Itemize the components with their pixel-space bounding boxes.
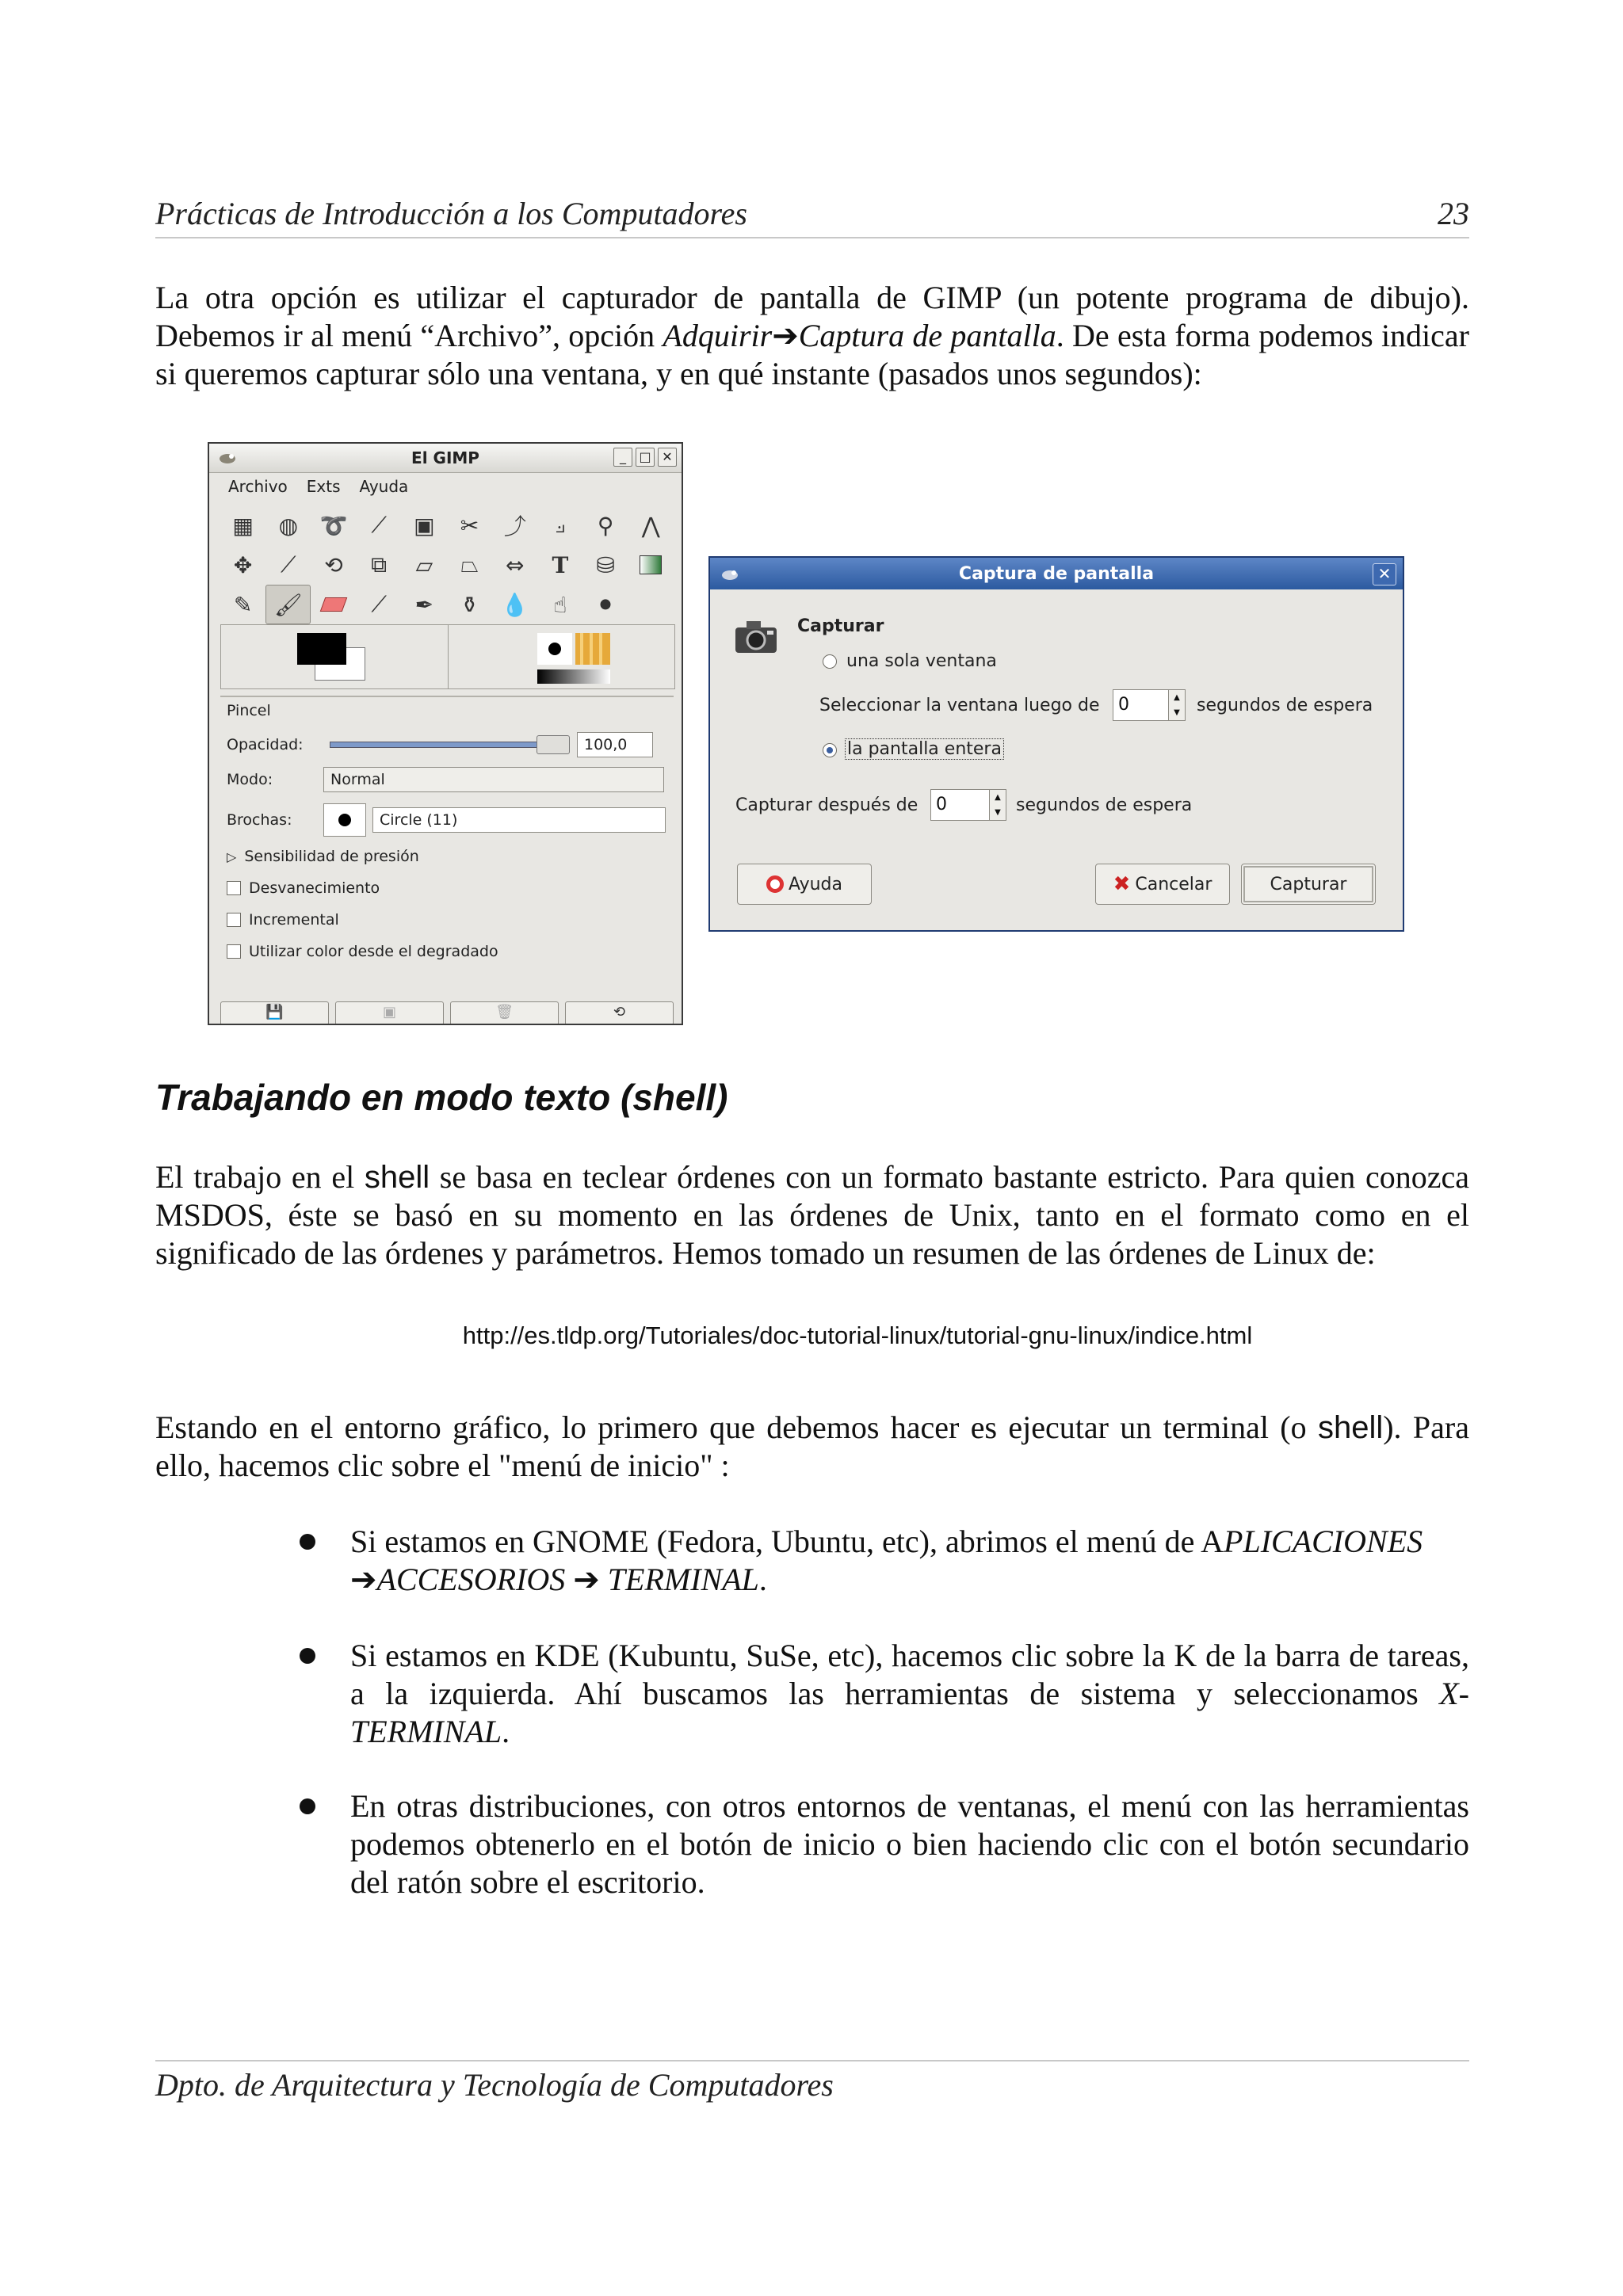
bucket-fill-tool-icon[interactable]: ⛁ — [596, 551, 615, 578]
intro-text-2: . De esta forma podemos indicar si queremos capturar sólo una ventana, y en qué instante (pasados unos segundos): — [155, 318, 1469, 391]
scale-tool-icon[interactable]: ⧉ — [371, 551, 388, 578]
ellipse-select-tool-icon[interactable]: ◍ — [278, 512, 298, 539]
help-lifebuoy-icon — [766, 875, 784, 893]
capture-delay-value[interactable]: 0 — [936, 795, 947, 814]
brushes-label: Brochas: — [227, 811, 292, 829]
eraser-tool-icon[interactable] — [311, 585, 356, 624]
capture-button-label[interactable]: Capturar — [1270, 874, 1347, 894]
clone-tool-icon[interactable]: ⚱ — [460, 591, 479, 618]
help-button-label[interactable]: Ayuda — [789, 874, 842, 894]
full-screen-label[interactable]: la pantalla entera — [845, 738, 1004, 760]
pressure-sensitivity-expander[interactable]: Sensibilidad de presión — [244, 848, 419, 865]
brush-preview-button[interactable] — [323, 803, 366, 837]
environment-paragraph — [155, 1409, 1469, 1485]
env-shell-term: shell — [1317, 1410, 1384, 1445]
move-tool-icon[interactable]: ✥ — [233, 551, 253, 578]
bullet-kde: Si estamos en KDE (Kubuntu, SuSe, etc), hacemos clic sobre la K de la barra de tareas, a la izquierda. Ahí buscamos las herramientas de sistema y seleccionamos X-TERMINAL. — [301, 1637, 1469, 1751]
path-tool-icon[interactable]: ⤴ — [503, 513, 526, 540]
mode-select[interactable]: Normal — [323, 767, 664, 792]
menu-archivo[interactable]: Archivo — [228, 477, 288, 496]
select-after-suffix: segundos de espera — [1197, 696, 1373, 715]
capture-delay-spinner[interactable] — [930, 789, 1006, 821]
foreground-color-swatch[interactable] — [297, 633, 346, 665]
cancel-button-label[interactable]: Cancelar — [1135, 874, 1212, 894]
ink-tool-icon[interactable]: ✒ — [414, 591, 434, 618]
text-tool-icon[interactable]: T — [552, 551, 569, 578]
brush-pattern-gradient[interactable] — [449, 625, 675, 688]
airbrush-tool-icon[interactable]: ⟋ — [371, 591, 387, 617]
color-picker-tool-icon[interactable]: ⟓ — [555, 512, 566, 538]
gnome-accesorios: ACCESORIOS — [376, 1562, 566, 1597]
maximize-button[interactable]: □ — [636, 448, 655, 467]
delete-options-icon[interactable]: 🗑 — [450, 1001, 559, 1025]
help-button[interactable] — [737, 864, 872, 905]
shell-term: shell — [364, 1160, 430, 1195]
select-after-label: Seleccionar la ventana luego de — [819, 696, 1100, 715]
blur-tool-icon[interactable]: 💧 — [501, 591, 529, 618]
mode-label: Modo: — [227, 771, 273, 788]
bullet-dot-icon — [300, 1534, 315, 1550]
spinner-arrows-icon[interactable]: ▲ ▼ — [1168, 690, 1185, 720]
rotate-tool-icon[interactable]: ⟲ — [324, 551, 343, 578]
empty-tool-slot — [628, 585, 674, 624]
brush-pattern-preview — [537, 633, 610, 684]
kde-xterminal: X-TERMINAL — [350, 1676, 1469, 1749]
flip-tool-icon[interactable]: ⇔ — [505, 551, 525, 578]
opacity-input[interactable]: 100,0 — [577, 732, 653, 757]
zoom-tool-icon[interactable]: ⚲ — [597, 512, 614, 539]
fade-label: Desvanecimiento — [249, 879, 380, 897]
page-number: 23 — [1438, 196, 1469, 231]
dialog-titlebar — [710, 558, 1403, 589]
arrow-icon: ➔ — [573, 1562, 600, 1597]
capture-after-suffix: segundos de espera — [1016, 795, 1193, 815]
incremental-checkbox[interactable] — [227, 913, 241, 927]
save-options-icon[interactable]: 💾 — [220, 1001, 329, 1025]
rect-select-tool-icon[interactable]: ▦ — [232, 512, 254, 539]
dialog-close-button[interactable]: ✕ — [1373, 563, 1396, 585]
gimp-window — [208, 442, 683, 1025]
opacity-slider-handle[interactable] — [537, 735, 570, 754]
reference-url: http://es.tldp.org/Tutoriales/doc-tutorial-linux/tutorial-gnu-linux/indice.html — [462, 1322, 1253, 1349]
gnome-text: Si estamos en GNOME (Fedora, Ubuntu, etc), abrimos el menú de A — [350, 1524, 1224, 1559]
minimize-button[interactable]: _ — [613, 448, 632, 467]
paintbrush-tool-icon[interactable]: 🖌 — [265, 585, 311, 624]
perspective-tool-icon[interactable]: ⏢ — [460, 551, 479, 578]
crop-tool-icon[interactable]: ⟋ — [280, 551, 296, 578]
opacity-label: Opacidad: — [227, 736, 304, 753]
kde-text: Si estamos en KDE (Kubuntu, SuSe, etc), hacemos clic sobre la K de la barra de tareas, a la izquierda. Ahí buscamos las herramientas de sistema y seleccionamos — [350, 1638, 1469, 1711]
full-screen-radio[interactable] — [823, 743, 837, 757]
fade-checkbox[interactable] — [227, 881, 241, 895]
other-text: En otras distribuciones, con otros entornos de ventanas, el menú con las herramientas podemos obtenerlo en el botón de inicio o bien haciendo clic con el botón secundario del ratón sobre el escritorio. — [350, 1788, 1469, 1900]
bullet-dot-icon — [300, 1798, 315, 1814]
tool-options-panel — [220, 696, 674, 994]
menu-ayuda[interactable]: Ayuda — [359, 477, 409, 496]
opacity-slider[interactable] — [330, 742, 569, 748]
brush-name-field[interactable]: Circle (11) — [372, 807, 666, 833]
gimp-menubar — [209, 473, 682, 500]
capture-section-label: Capturar — [797, 616, 884, 636]
bullet-other — [301, 1787, 1469, 1901]
expander-arrow-icon[interactable]: ▷ — [227, 849, 237, 864]
gradient-color-label: Utilizar color desde el degradado — [249, 943, 498, 960]
select-delay-value[interactable]: 0 — [1118, 695, 1129, 715]
spinner-arrows-icon[interactable]: ▲ ▼ — [989, 790, 1006, 820]
bullet-gnome: Si estamos en GNOME (Fedora, Ubuntu, etc), abrimos el menú de APLICACIONES ➔ACCESORIOS ➔ TERMINAL. — [301, 1523, 1469, 1599]
shell-paragraph — [155, 1158, 1469, 1272]
header-title: Prácticas de Introducción a los Computadores — [155, 196, 747, 231]
blend-tool-icon[interactable] — [628, 545, 674, 585]
gradient-color-checkbox[interactable] — [227, 944, 241, 959]
capture-dialog — [708, 556, 1404, 932]
dodge-burn-tool-icon[interactable]: ⚫ — [596, 591, 615, 618]
gimp-title: El GIMP — [411, 448, 479, 467]
section-heading: Trabajando en modo texto (shell) — [155, 1077, 728, 1118]
shell-text-1: El trabajo en el — [155, 1159, 365, 1195]
env-text-2: ). Para ello, hacemos clic sobre el "menú de inicio" : — [155, 1409, 1469, 1483]
gnome-aplicaciones: PLICACIONES — [1224, 1524, 1423, 1559]
camera-icon — [734, 618, 778, 654]
capture-button[interactable] — [1241, 864, 1376, 905]
intro-text-1: La otra opción es utilizar el capturador de pantalla de GIMP (un potente programa de dibujo). Debemos ir al menú “Archivo”, opción — [155, 280, 1469, 353]
cancel-button[interactable] — [1095, 864, 1230, 905]
single-window-radio[interactable] — [823, 654, 837, 669]
magic-wand-tool-icon[interactable]: ⟋ — [371, 512, 387, 538]
close-button[interactable]: ✕ — [658, 448, 677, 467]
dialog-title: Captura de pantalla — [958, 564, 1155, 584]
menu-path-captura: Captura de pantalla — [798, 318, 1056, 353]
color-select-tool-icon[interactable]: ▣ — [414, 512, 435, 539]
reset-options-icon[interactable]: ⟲ — [565, 1001, 674, 1025]
arrow-icon: ➔ — [350, 1562, 377, 1597]
panel-buttons — [220, 1001, 674, 1025]
menu-path-adquirir: Adquirir — [663, 318, 773, 353]
capture-after-label: Capturar después de — [735, 795, 918, 815]
smudge-tool-icon[interactable]: ☝ — [553, 591, 567, 618]
menu-exts[interactable]: Exts — [306, 477, 341, 496]
intro-paragraph — [155, 279, 1469, 393]
cancel-x-icon: ✖ — [1113, 872, 1131, 896]
fg-bg-colors[interactable] — [221, 625, 449, 688]
color-area — [220, 624, 675, 689]
gnome-terminal: TERMINAL — [607, 1562, 759, 1597]
bullet-dot-icon — [300, 1648, 315, 1664]
env-text-1: Estando en el entorno gráfico, lo primero que debemos hacer es ejecutar un terminal (o — [155, 1409, 1318, 1445]
pencil-tool-icon[interactable]: ✎ — [233, 591, 253, 618]
toolbox-grid — [220, 505, 674, 624]
arrow-icon: ➔ — [772, 318, 799, 353]
restore-options-icon[interactable]: ▣ — [335, 1001, 444, 1025]
gimp-titlebar — [209, 444, 682, 473]
single-window-label[interactable]: una sola ventana — [846, 651, 997, 671]
select-delay-spinner[interactable] — [1113, 689, 1186, 721]
page-footer: Dpto. de Arquitectura y Tecnología de Computadores — [155, 2060, 1469, 2103]
shell-text-2: se basa en teclear órdenes con un formato bastante estricto. Para quien conozca MSDOS, éste se basó en su momento en las órdenes de Unix, tanto en el formato como en el significado de las órdenes y parámetros. Hemos tomado un resumen de las órdenes de Linux de: — [155, 1159, 1469, 1271]
panel-title: Pincel — [227, 702, 271, 719]
lasso-tool-icon[interactable]: ➰ — [319, 512, 348, 539]
incremental-label: Incremental — [249, 911, 339, 929]
scissors-tool-icon[interactable]: ✂ — [460, 512, 479, 539]
page-header — [155, 195, 1469, 238]
shear-tool-icon[interactable]: ▱ — [415, 551, 433, 578]
measure-tool-icon[interactable]: ⋀ — [641, 512, 660, 539]
